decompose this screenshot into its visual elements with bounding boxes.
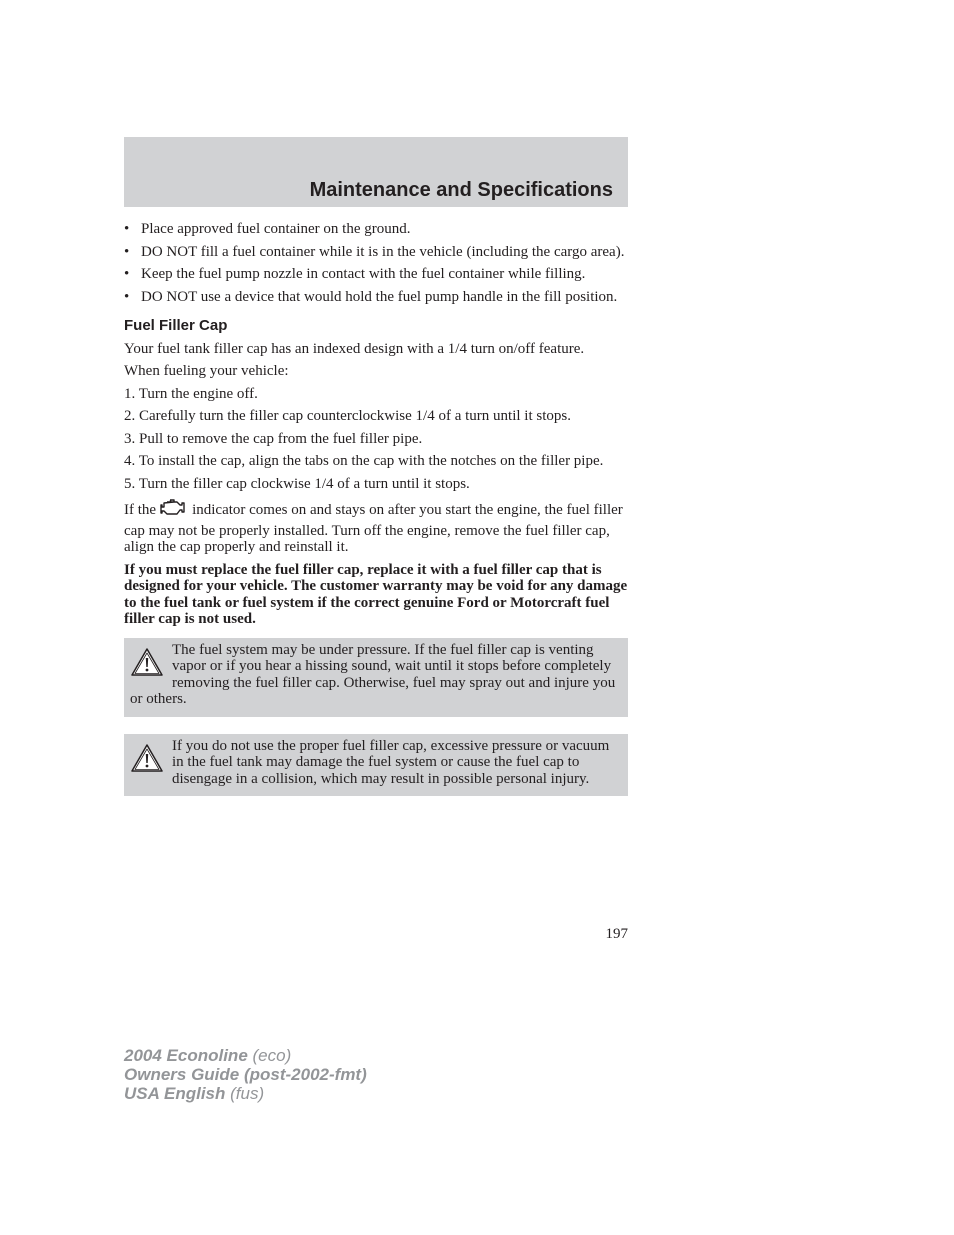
footer-line: Owners Guide (post-2002-fmt) — [124, 1065, 367, 1084]
footer-line: 2004 Econoline (eco) — [124, 1046, 292, 1065]
step-item: 3. Pull to remove the cap from the fuel filler pipe. — [124, 430, 423, 447]
warning-box — [124, 638, 628, 717]
bullet-glyph: • — [124, 266, 130, 282]
warning-triangle-icon — [130, 743, 164, 773]
bullet-glyph: • — [124, 221, 130, 237]
check-engine-icon — [159, 498, 187, 523]
step-item: 4. To install the cap, align the tabs on the cap with the notches on the filler pipe. — [124, 453, 604, 469]
page-title: Maintenance and Specifications — [309, 179, 613, 201]
main-content — [124, 221, 628, 796]
step-item: 5. Turn the filler cap clockwise 1/4 of a turn until it stops. — [124, 475, 470, 492]
step-item: 1. Turn the engine off. — [124, 385, 258, 402]
indicator-paragraph: If the indicator comes on and stays on after you start the engine, the fuel filler cap may not be properly installed. Turn off the engine, remove the fuel filler cap, align the cap properly and reinstall it. — [124, 498, 628, 556]
warning-triangle-icon — [130, 647, 164, 677]
replacement-notice: If you must replace the fuel filler cap, replace it with a fuel filler cap that is designed for your vehicle. The customer warranty may be void for any damage to the fuel tank or fuel system if the correct genuine Ford or Motorcraft fuel filler cap is not used. — [124, 561, 628, 627]
list-item: • DO NOT fill a fuel container while it is in the vehicle (including the cargo area). — [124, 243, 625, 260]
list-item: • Keep the fuel pump nozzle in contact with the fuel container while filling. — [124, 266, 586, 282]
header-band — [124, 137, 628, 207]
precaution-list — [124, 221, 628, 305]
section-heading: Fuel Filler Cap — [124, 317, 228, 334]
list-item: • Place approved fuel container on the ground. — [124, 221, 411, 237]
bullet-glyph: • — [124, 288, 130, 305]
bullet-glyph: • — [124, 243, 130, 260]
list-item: • DO NOT use a device that would hold the fuel pump handle in the fill position. — [124, 288, 618, 305]
footer-line: USA English (fus) — [124, 1084, 265, 1103]
warning-text: The fuel system may be under pressure. If the fuel filler cap is venting vapor or if you hear a hissing sound, wait until it stops before completely removing the fuel filler cap. Otherwise, fuel may spray out and injure you or others. — [130, 641, 616, 707]
document-footer — [124, 1046, 367, 1103]
intro-paragraph: Your fuel tank filler cap has an indexed design with a 1/4 turn on/off feature. — [124, 340, 585, 357]
warning-box — [124, 734, 628, 797]
step-item: 2. Carefully turn the filler cap counterclockwise 1/4 of a turn until it stops. — [124, 408, 571, 424]
warning-text: If you do not use the proper fuel filler cap, excessive pressure or vacuum in the fuel tank may damage the fuel system or cause the fuel cap to disengage in a collision, which may result in possible personal injury. — [172, 737, 610, 787]
page-number: 197 — [605, 926, 628, 942]
when-fueling-text: When fueling your vehicle: — [124, 363, 289, 379]
